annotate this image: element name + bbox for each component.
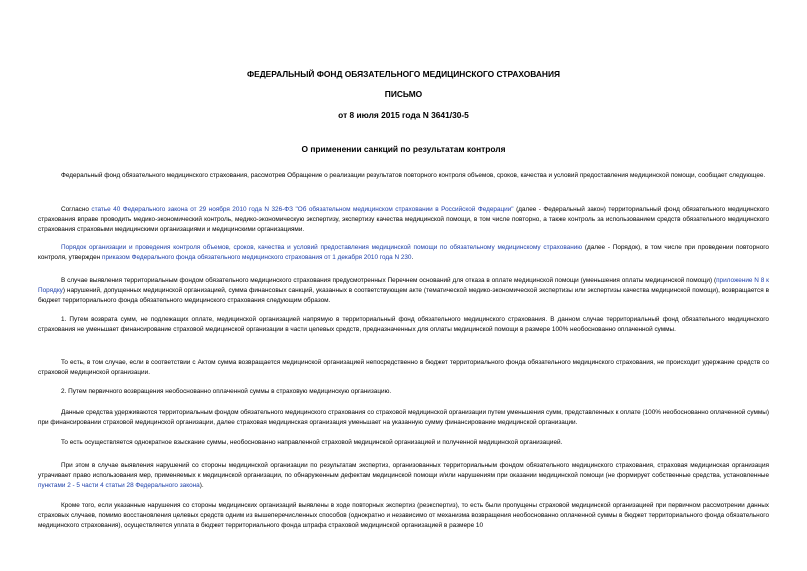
paragraph-2-text-a: Согласно [61, 206, 92, 213]
paragraph-10-text-a: При этом в случае выявления нарушений со стороны медицинской организации по результатам экспертиз, организованных территориальным фондом обязательного медицинского страхования, страховая медицинская организация утрачивает право использования мер, применяемых к медицинской организации, по обнаруженным дефектам медицинской помощи и/или нарушениям при оказании медицинской помощи (не формирует собственные средства, установленные [38, 462, 769, 479]
paragraph-6-text: То есть, в том случае, если в соответствии с Актом сумма возвращается медицинской организацией непосредственно в бюджет территориального фонда обязательного медицинского страхования, не происходит удержание средств со страховой медицинской организации. [38, 359, 769, 376]
paragraph-1-text: Федеральный фонд обязательного медицинского страхования, рассмотрев Обращение о реализации результатов повторного контроля объемов, сроков, качества и условий предоставления медицинской помощи, сообщает следующее. [61, 172, 766, 179]
paragraph-9 [38, 438, 769, 448]
control-procedure-link[interactable]: Порядок организации и проведения контроля объемов, сроков, качества и условий предоставления медицинской помощи по обязательному медицинскому страхованию [61, 244, 583, 251]
appendix-8-link[interactable]: приложение N 8 к Порядку [38, 277, 769, 294]
paragraph-6 [38, 358, 769, 378]
paragraph-10 [38, 461, 769, 491]
article-28-link[interactable]: пунктами 2 - 5 части 4 статьи 28 Федерального закона [38, 481, 200, 489]
doc-subject: О применении санкций по результатам контроля [301, 144, 506, 154]
paragraph-5 [38, 315, 769, 335]
paragraph-10-text-b: ). [199, 481, 204, 489]
paragraph-2-text-b: (далее - Федеральный закон) территориальный фонд обязательного медицинского страхования вправе проводить медико-экономический контроль, медико-экономическую экспертизу, экспертизу качества медицинской помощи, в том числе повторно, а также контроль за использованием средств обязательного медицинского страхования страховыми медицинскими организациями и медицинскими организациями. [38, 206, 769, 233]
paragraph-4-text-a: В случае выявления территориальным фондом обязательного медицинского страхования предусмотренных Перечнем оснований для отказа в оплате медицинской помощи (уменьшения оплаты медицинской помощи) ( [61, 277, 717, 284]
paragraph-2 [38, 205, 769, 235]
paragraph-8-text: Данные средства удерживаются территориальным фондом обязательного медицинского страхования со страховой медицинской организации путем уменьшения сумм, представленных к оплате (100% необоснованно оплаченной суммы) при финансировании страховой медицинской организации, далее страховая медицинская организация уменьшает на указанную сумму финансирование медицинской организации. [38, 409, 769, 426]
paragraph-7 [38, 387, 769, 397]
paragraph-4 [38, 276, 769, 306]
paragraph-9-text: То есть осуществляется однократное взыскание суммы, необоснованно направленной страховой медицинской организацией и полученной медицинской организацией. [61, 439, 563, 446]
paragraph-7-text: 2. Путем первичного возвращения необоснованно оплаченной суммы в страховую медицинскую организацию. [61, 388, 392, 395]
paragraph-3-text-a: (далее - Порядок), в том числе при проведении повторного контроля, утвержден [38, 244, 769, 261]
doc-type: ПИСЬМО [384, 89, 423, 99]
law-article-40-link[interactable]: статье 40 Федерального закона от 29 ноября 2010 года N 326-ФЗ "Об обязательном медицинском страховании в Российской Федерации" [91, 206, 514, 213]
org-title: ФЕДЕРАЛЬНЫЙ ФОНД ОБЯЗАТЕЛЬНОГО МЕДИЦИНСКОГО СТРАХОВАНИЯ [246, 69, 561, 79]
paragraph-3-text-b: . [411, 253, 414, 261]
order-230-link[interactable]: приказом Федерального фонда обязательного медицинского страхования от 1 декабря 2010 года N 230 [102, 253, 412, 261]
paragraph-11-text: Кроме того, если указанные нарушения со стороны медицинских организаций выявлены в ходе повторных экспертиз (реэкспертиз), то есть были пропущены страховой медицинской организацией при первичном рассмотрении данных страховых случаев, помимо восстановления целевых средств одним из вышеперечисленных способов (однократно и независимо от механизма возвращения необоснованно оплаченной суммы в бюджет территориального фонда обязательного медицинского страхования), осуществляется уплата в бюджет территориального фонда штрафа страховой медицинской организацией в размере 10 [38, 502, 769, 529]
paragraph-8 [38, 408, 769, 428]
paragraph-11 [38, 501, 769, 531]
paragraph-1 [38, 171, 769, 181]
paragraph-3 [38, 243, 769, 263]
paragraph-4-text-b: ) нарушений, допущенных медицинской организацией, сумма финансовых санкций, указанных в соответствующем акте (тематической медико-экономической экспертизы или экспертизы качества медицинской помощи), возвращается в бюджет территориального фонда обязательного медицинского страхования следующим образом. [38, 286, 769, 304]
paragraph-5-text: 1. Путем возврата сумм, не подлежащих оплате, медицинской организацией напрямую в территориальный фонд обязательного медицинского страхования. В данном случае территориальный фонд обязательного медицинского страхования не уменьшает финансирование страховой медицинской организации в части целевых средств, предназначенных для оплаты медицинской помощи в размере 100% необоснованно оплаченной суммы. [38, 316, 769, 333]
date-number: от 8 июля 2015 года N 3641/30-5 [338, 110, 469, 120]
